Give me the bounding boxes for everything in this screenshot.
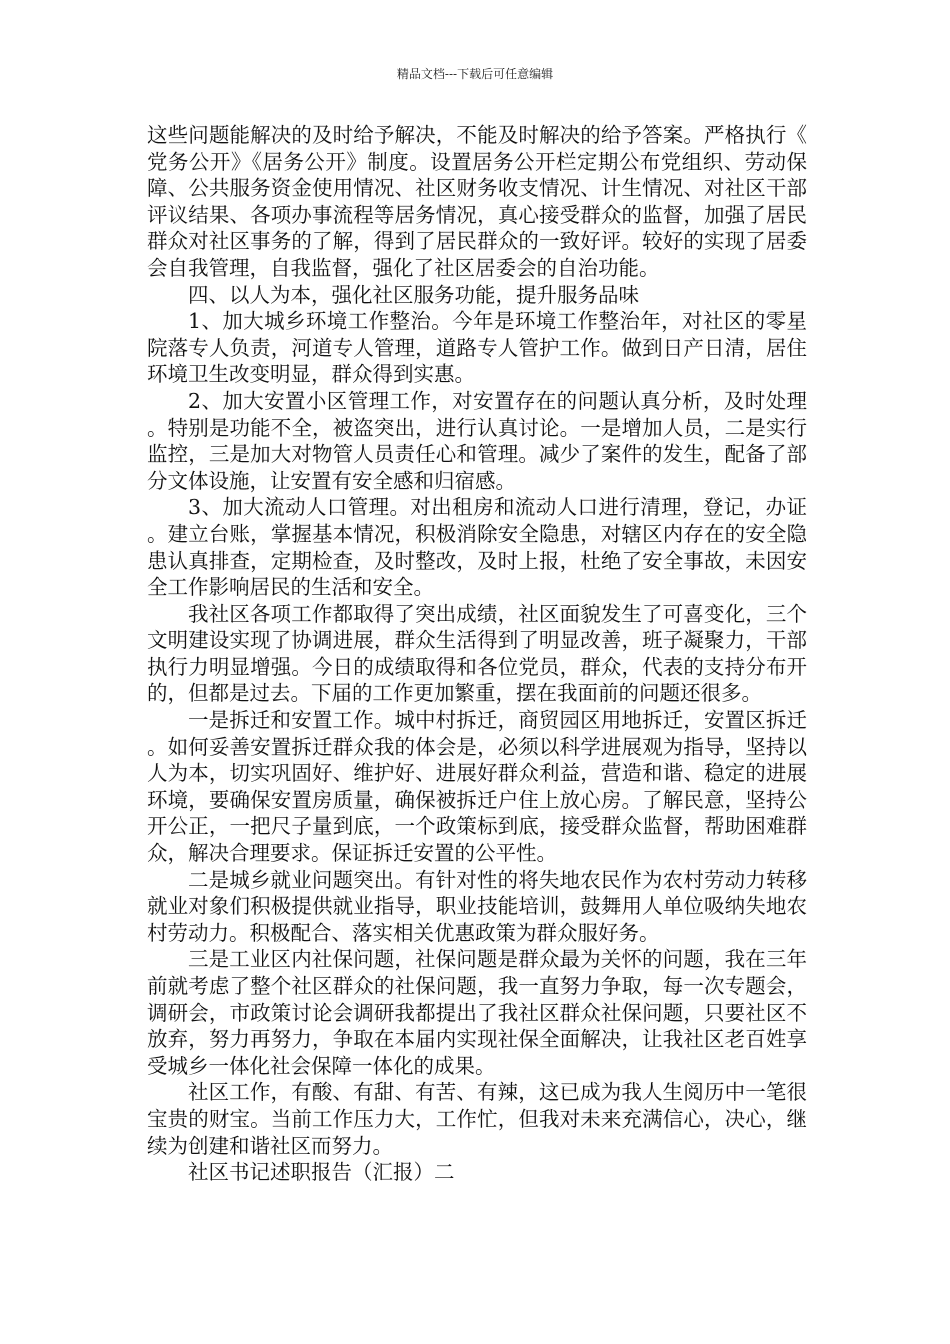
paragraph-item-1: 1、加大城乡环境工作整治。今年是环境工作整治年，对社区的零星院落专人负责，河道专人管理，道路专人管护工作。做到日产日清，居住环境卫生改变明显，群众得到实惠。 [147, 309, 807, 387]
paragraph-issue-1: 一是拆迁和安置工作。城中村拆迁，商贸园区用地拆迁，安置区拆迁。如何妥善安置拆迁群众我的体会是，必须以科学进展观为指导，坚持以人为本，切实巩固好、维护好、进展好群众利益，营造和谐、稳定的进展环境，要确保安置房质量，确保被拆迁户住上放心房。了解民意，坚持公开公正，一把尺子量到底，一个政策标到底，接受群众监督，帮助困难群众，解决合理要求。保证拆迁安置的公平性。 [147, 708, 807, 866]
document-body [147, 122, 807, 1186]
paragraph-closing: 社区工作，有酸、有甜、有苦、有辣，这已成为我人生阅历中一笔很宝贵的财宝。当前工作压力大，工作忙，但我对未来充满信心，决心，继续为创建和谐社区而努力。 [147, 1080, 807, 1158]
paragraph-item-2: 2、加大安置小区管理工作，对安置存在的问题认真分析，及时处理。特别是功能不全，被盗突出，进行认真讨论。一是增加人员，二是实行监控，三是加大对物管人员责任心和管理。减少了案件的发生，配备了部分文体设施，让安置有安全感和归宿感。 [147, 388, 807, 493]
paragraph-issue-2: 二是城乡就业问题突出。有针对性的将失地农民作为农村劳动力转移就业对象们积极提供就业指导，职业技能培训，鼓舞用人单位吸纳失地农村劳动力。积极配合、落实相关优惠政策为群众服好务。 [147, 867, 807, 945]
paragraph-issue-3: 三是工业区内社保问题，社保问题是群众最为关怀的问题，我在三年前就考虑了整个社区群众的社保问题，我一直努力争取，每一次专题会，调研会，市政策讨论会调研我都提出了我社区群众社保问题，只要社区不放弃，努力再努力，争取在本届内实现社保全面解决，让我社区老百姓享受城乡一体化社会保障一体化的成果。 [147, 947, 807, 1078]
paragraph-summary: 我社区各项工作都取得了突出成绩，社区面貌发生了可喜变化，三个文明建设实现了协调进展，群众生活得到了明显改善，班子凝聚力，干部执行力明显增强。今日的成绩取得和各位党员，群众，代表的支持分布开的，但都是过去。下届的工作更加繁重，摆在我面前的问题还很多。 [147, 601, 807, 706]
paragraph-continuation: 这些问题能解决的及时给予解决，不能及时解决的给予答案。严格执行《党务公开》《居务公开》制度。设置居务公开栏定期公布党组织、劳动保障、公共服务资金使用情况、社区财务收支情况、计生情况、对社区干部评议结果、各项办事流程等居务情况，真心接受群众的监督，加强了居民群众对社区事务的了解，得到了居民群众的一致好评。较好的实现了居委会自我管理，自我监督，强化了社区居委会的自治功能。 [147, 123, 807, 280]
page-header: 精品文档---下载后可任意编辑 [396, 67, 554, 81]
section-heading: 四、以人为本，强化社区服务功能，提升服务品味 [188, 282, 639, 307]
next-report-title: 社区书记述职报告（汇报）二 [188, 1160, 455, 1185]
paragraph-item-3: 3、加大流动人口管理。对出租房和流动人口进行清理，登记，办证。建立台账，掌握基本情况，积极消除安全隐患，对辖区内存在的安全隐患认真排查，定期检查，及时整改，及时上报，杜绝了安全事故，未因安全工作影响居民的生活和安全。 [147, 495, 807, 600]
